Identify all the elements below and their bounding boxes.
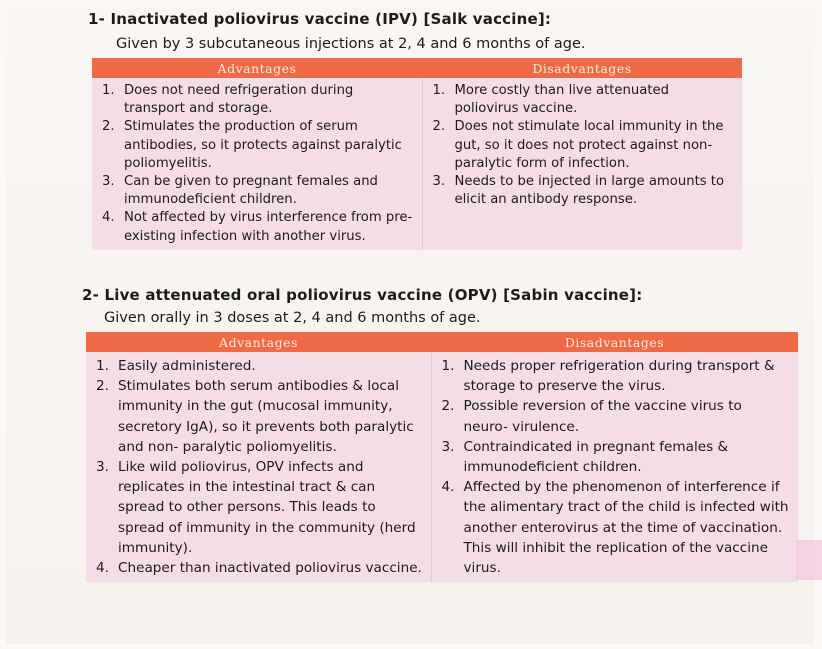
list-item: Stimulates both serum antibodies & local immunity in the gut (mucosal immunity, secretory IgA), so it prevents both paralytic and non- paralytic poliomyelitis. — [118, 378, 414, 455]
list-item: Like wild poliovirus, OPV infects and replicates in the intestinal tract & can spread to other persons. This leads to spread of immunity in the community (herd immunity). — [118, 459, 416, 556]
opv-subheading: Given orally in 3 doses at 2, 4 and 6 months of age. — [104, 310, 481, 326]
ipv-disadvantages-cell — [422, 78, 742, 250]
list-item: Contraindicated in pregnant females & immunodeficient children. — [463, 438, 729, 476]
ipv-advantages-list — [100, 82, 414, 246]
list-item: Easily administered. — [118, 358, 256, 374]
list-item: Stimulates the production of serum antibodies, so it protects against paralytic poliomyelitis. — [124, 119, 402, 171]
ipv-disadvantages-header: Disadvantages — [422, 58, 742, 78]
list-item: Does not need refrigeration during transport and storage. — [124, 83, 354, 117]
ipv-heading: 1- Inactivated poliovirus vaccine (IPV) [Salk vaccine]: — [88, 10, 552, 28]
opv-advantages-header: Advantages — [86, 332, 431, 352]
opv-heading: 2- Live attenuated oral poliovirus vaccine (OPV) [Sabin vaccine]: — [82, 286, 643, 304]
opv-disadvantages-header: Disadvantages — [431, 332, 798, 352]
list-item: Affected by the phenomenon of interference if the alimentary tract of the child is infected with another enterovirus at the time of vaccination. This will inhibit the replication of the vaccine virus. — [463, 479, 789, 577]
list-item: Can be given to pregnant females and immunodeficient children. — [124, 174, 378, 208]
list-item: Possible reversion of the vaccine virus to neuro- virulence. — [463, 398, 742, 435]
opv-disadvantages-list — [440, 356, 791, 578]
list-item: Not affected by virus interference from pre-existing infection with another virus. — [124, 210, 413, 244]
edge-tint — [796, 540, 822, 580]
list-item: More costly than live attenuated poliovirus vaccine. — [454, 83, 669, 117]
list-item: Needs proper refrigeration during transport & storage to preserve the virus. — [463, 358, 775, 395]
ipv-disadvantages-list — [431, 82, 735, 209]
opv-disadvantages-cell — [431, 352, 798, 582]
opv-advantages-list — [94, 356, 423, 578]
list-item: Cheaper than inactivated poliovirus vaccine. — [118, 560, 422, 577]
list-item: Needs to be injected in large amounts to elicit an antibody response. — [454, 174, 725, 208]
opv-advantages-cell — [86, 352, 431, 582]
document-page — [6, 4, 814, 644]
list-item: Does not stimulate local immunity in the gut, so it does not protect against non- paralytic form of infection. — [454, 119, 724, 171]
ipv-table — [92, 58, 742, 250]
ipv-advantages-cell — [92, 78, 422, 250]
ipv-advantages-header: Advantages — [92, 58, 422, 78]
ipv-subheading: Given by 3 subcutaneous injections at 2, 4 and 6 months of age. — [116, 36, 586, 52]
opv-table — [86, 332, 798, 582]
